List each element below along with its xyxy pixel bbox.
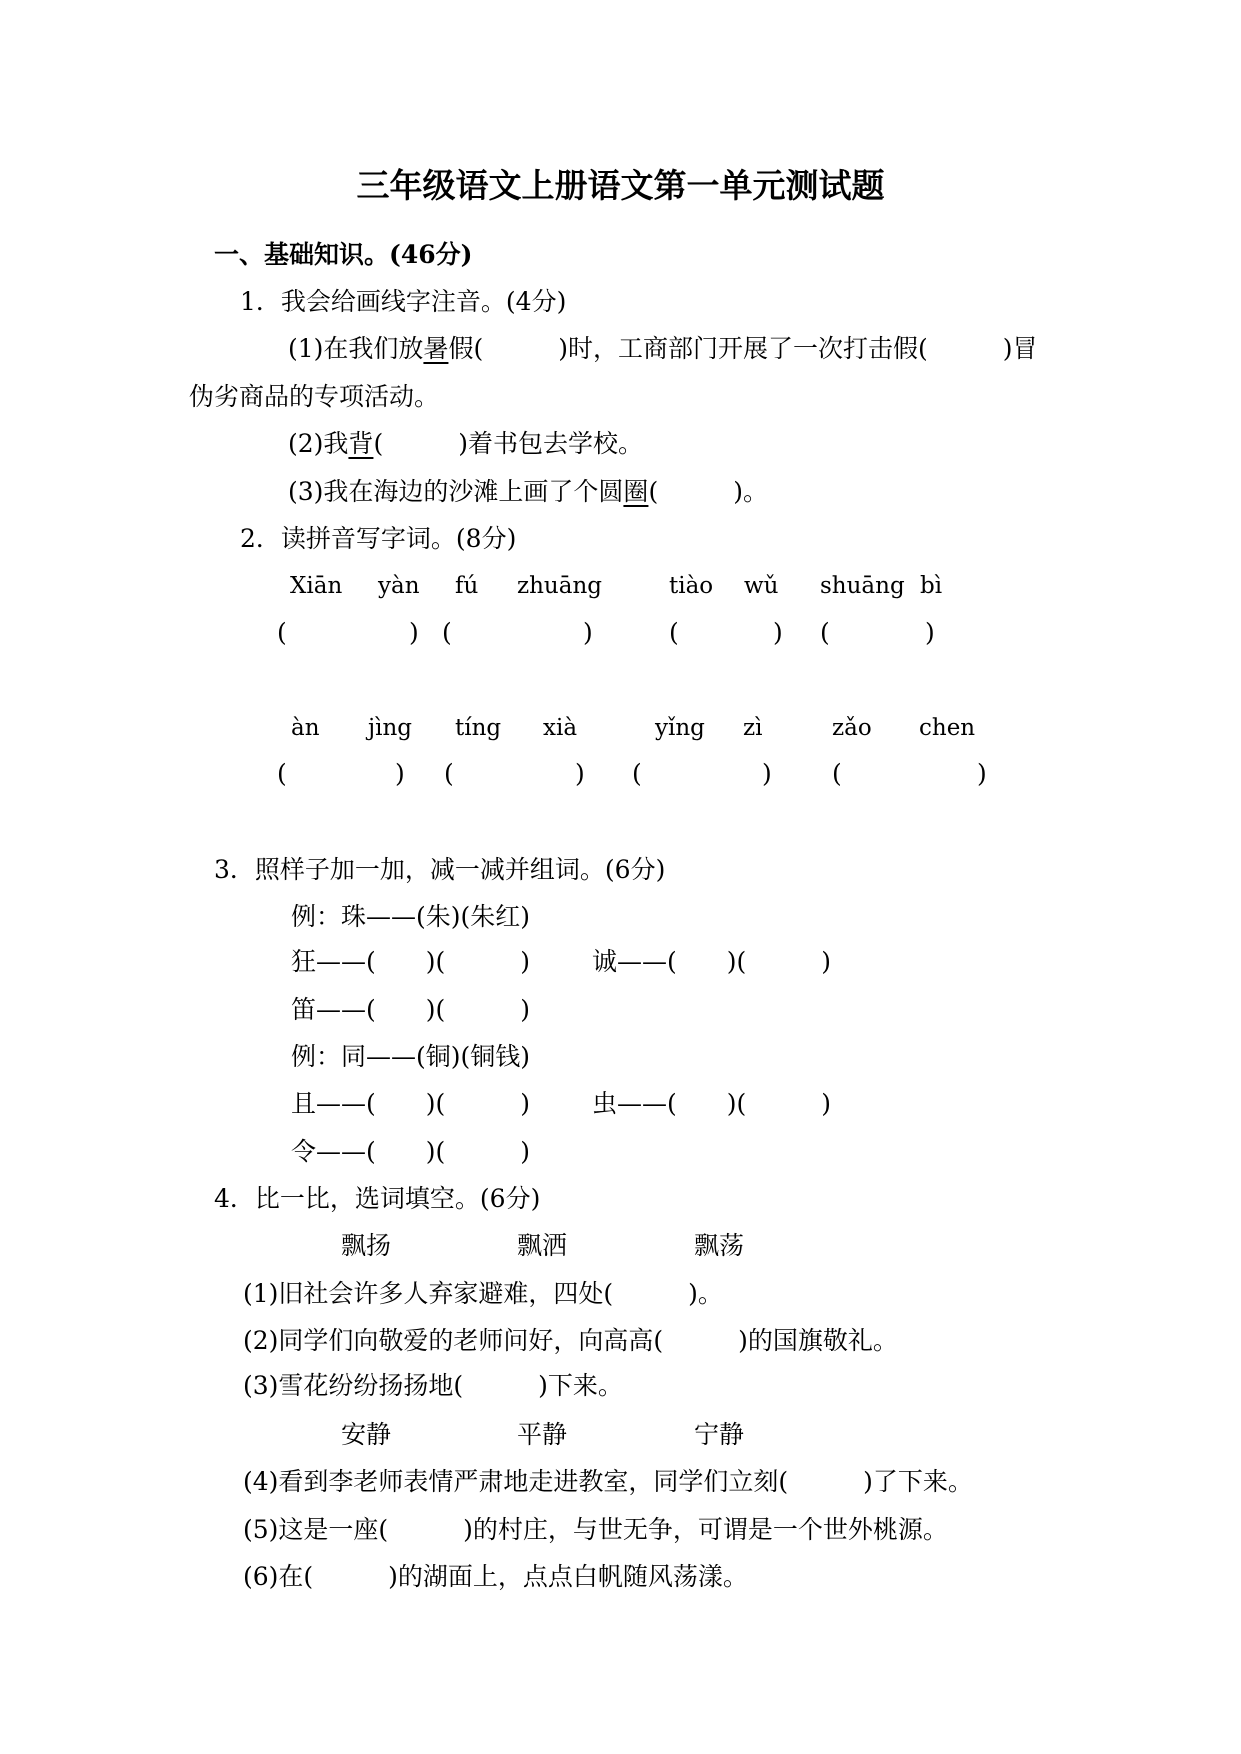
item-text-after: 假( )时，工商部门开展了一次打击假( )冒 [448, 334, 1038, 363]
answer-blank-close: ) [762, 759, 772, 788]
pinyin-syllable: zhuāng [517, 573, 602, 599]
question-1-item-2 [288, 420, 643, 467]
answer-blank-close: ) [583, 618, 593, 647]
word-choice: 飘荡 [694, 1231, 745, 1260]
question-4-prompt: 4．比一比，选词填空。(6分) [214, 1184, 541, 1213]
pinyin-syllable: jìng [368, 715, 413, 741]
section-heading-basic-knowledge: 一、基础知识。(46分) [214, 240, 473, 269]
word-choice: 安静 [341, 1420, 392, 1449]
underlined-character: 圈 [623, 477, 649, 506]
fill-in-sentence: (4)看到李老师表情严肃地走进教室，同学们立刻( )了下来。 [243, 1467, 973, 1496]
pinyin-syllable: tiào [669, 573, 714, 599]
question-3-row: 虫——( )( ) [592, 1089, 832, 1118]
word-choice: 飘扬 [341, 1231, 392, 1260]
item-text-before: (2)我 [288, 429, 349, 458]
pinyin-syllable: xià [543, 715, 578, 741]
pinyin-syllable: wǔ [744, 573, 779, 599]
answer-blank-open: ( [444, 759, 454, 788]
question-1-item-1-continuation: 伪劣商品的专项活动。 [189, 382, 440, 411]
pinyin-syllable: bì [920, 573, 943, 599]
question-3-row: 狂——( )( ) [291, 947, 531, 976]
answer-blank-close: ) [977, 759, 987, 788]
pinyin-syllable: àn [291, 715, 320, 741]
question-3-example-2: 例：同——(铜)(铜钱) [291, 1042, 531, 1071]
answer-blank-open: ( [820, 618, 830, 647]
pinyin-syllable: yàn [378, 573, 420, 599]
word-choice: 平静 [517, 1420, 568, 1449]
answer-blank-open: ( [277, 618, 287, 647]
pinyin-syllable: zì [743, 715, 763, 741]
pinyin-syllable: shuāng [820, 573, 905, 599]
fill-in-sentence: (6)在( )的湖面上，点点白帆随风荡漾。 [243, 1562, 748, 1591]
pinyin-syllable: yǐng [655, 715, 705, 741]
question-2-prompt: 2．读拼音写字词。(8分) [240, 524, 517, 553]
underlined-character: 暑 [423, 334, 449, 363]
word-choice: 飘洒 [517, 1231, 568, 1260]
fill-in-sentence: (5)这是一座( )的村庄，与世无争，可谓是一个世外桃源。 [243, 1515, 948, 1544]
fill-in-sentence: (1)旧社会许多人弃家避难，四处( )。 [243, 1279, 723, 1308]
answer-blank-close: ) [575, 759, 585, 788]
exam-title: 三年级语文上册语文第一单元测试题 [356, 166, 885, 205]
question-3-prompt: 3．照样子加一加，减一减并组词。(6分) [214, 855, 666, 884]
item-text-before: (1)在我们放 [288, 334, 424, 363]
pinyin-syllable: zǎo [832, 715, 872, 741]
answer-blank-close: ) [409, 618, 419, 647]
pinyin-syllable: fú [455, 573, 479, 599]
pinyin-syllable: tíng [455, 715, 502, 741]
answer-blank-open: ( [632, 759, 642, 788]
question-3-row: 笛——( )( ) [291, 995, 531, 1024]
fill-in-sentence: (2)同学们向敬爱的老师问好，向高高( )的国旗敬礼。 [243, 1326, 898, 1355]
question-1-prompt: 1．我会给画线字注音。(4分) [240, 287, 567, 316]
pinyin-syllable: chen [919, 715, 976, 741]
answer-blank-open: ( [832, 759, 842, 788]
pinyin-syllable: Xiān [290, 573, 343, 599]
answer-blank-open: ( [277, 759, 287, 788]
answer-blank-open: ( [669, 618, 679, 647]
word-choice: 宁静 [694, 1420, 745, 1449]
answer-blank-close: ) [773, 618, 783, 647]
question-3-row: 且——( )( ) [291, 1089, 531, 1118]
item-text-after: ( )。 [648, 477, 768, 506]
underlined-character: 背 [348, 429, 374, 458]
answer-blank-close: ) [395, 759, 405, 788]
item-text-after: ( )着书包去学校。 [373, 429, 643, 458]
question-1-item-1 [288, 325, 1037, 372]
answer-blank-close: ) [925, 618, 935, 647]
question-3-row: 令——( )( ) [291, 1137, 531, 1166]
fill-in-sentence: (3)雪花纷纷扬扬地( )下来。 [243, 1371, 623, 1400]
question-3-example-1: 例：珠——(朱)(朱红) [291, 902, 531, 931]
item-text-before: (3)我在海边的沙滩上画了个圆 [288, 477, 624, 506]
question-1-item-3 [288, 468, 768, 515]
answer-blank-open: ( [442, 618, 452, 647]
question-3-row: 诚——( )( ) [592, 947, 832, 976]
